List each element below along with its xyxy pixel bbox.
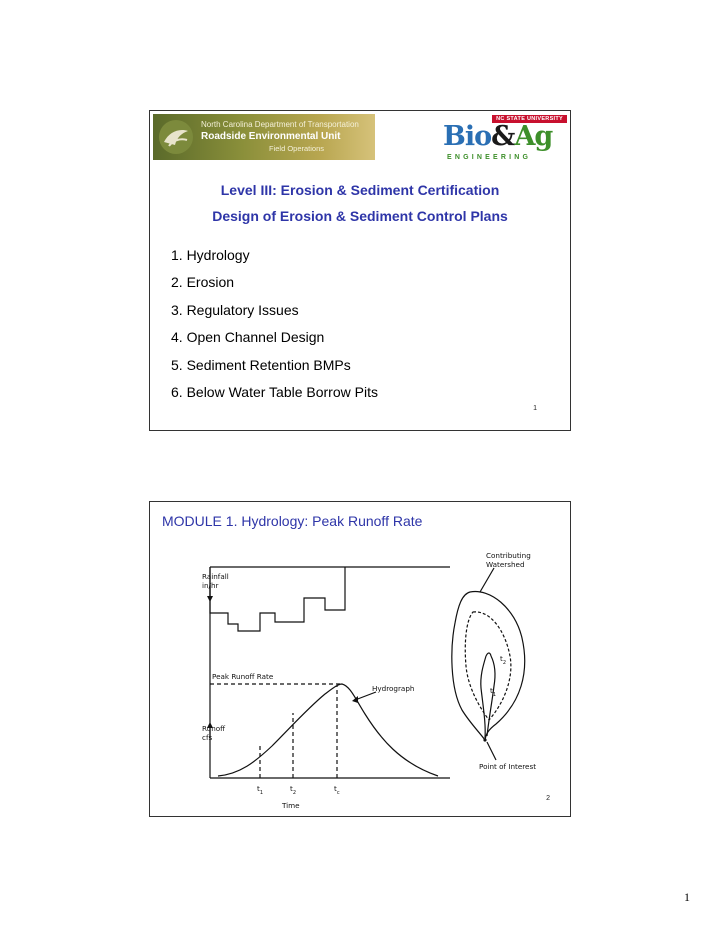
logo-engineering: ENGINEERING <box>447 154 532 161</box>
topic-item: 4. Open Channel Design <box>171 329 325 346</box>
topic-item: 1. Hydrology <box>171 247 250 263</box>
tc-label: $t_c$ <box>334 784 340 796</box>
slide1-title-line2: Design of Erosion & Sediment Control Plans <box>212 208 508 224</box>
peak-runoff-label: Peak Runoff Rate <box>212 672 274 681</box>
stream-main <box>481 656 486 738</box>
ncdot-banner <box>153 114 375 160</box>
rainfall-label-2: in/hr <box>202 581 219 590</box>
watershed-label-1: Contributing <box>486 551 531 560</box>
hydrograph-label: Hydrograph <box>372 684 415 693</box>
bioag-logo <box>443 121 553 161</box>
runoff-label-2: cfs <box>202 733 213 742</box>
logo-bio: Bio <box>443 121 492 152</box>
slide-2 <box>149 501 571 817</box>
topic-list <box>171 242 378 406</box>
t1-label: $t_1$ <box>257 784 264 796</box>
document-page-number: 1 <box>684 890 690 904</box>
logo-amp: & <box>491 121 515 152</box>
logo-ag: Ag <box>514 121 553 152</box>
stream-head <box>486 653 491 656</box>
time-label: Time <box>282 801 300 810</box>
poi-pointer <box>487 742 496 760</box>
runoff-label-1: Runoff <box>202 724 226 733</box>
slide-number: 2 <box>546 795 550 802</box>
topic-item: 5. Sediment Retention BMPs <box>171 356 351 373</box>
hydrograph-curve <box>218 684 438 776</box>
t2-label: $t_2$ <box>290 784 297 796</box>
point-of-interest-marker-icon <box>483 738 486 741</box>
rainfall-hyetograph <box>210 567 345 631</box>
slide2-title: MODULE 1. Hydrology: Peak Runoff Rate <box>162 513 423 529</box>
rainfall-arrowhead-icon <box>207 596 213 602</box>
slide1-title-line1: Level III: Erosion & Sediment Certification <box>220 182 500 198</box>
point-of-interest-label: Point of Interest <box>479 762 537 771</box>
watershed-label-2: Watershed <box>486 560 525 569</box>
watershed-t1-label: $t_1$ <box>490 686 497 698</box>
hydrograph-pointer <box>355 692 376 700</box>
topic-item: 2. Erosion <box>171 274 235 291</box>
slide-1 <box>149 110 571 431</box>
topic-item: 3. Regulatory Issues <box>171 301 299 318</box>
watershed-outline <box>452 591 525 740</box>
ncdot-emblem-icon <box>157 118 195 156</box>
topic-item: 6. Below Water Table Borrow Pits <box>171 384 378 401</box>
banner-line-1: North Carolina Department of Transportation <box>201 120 359 129</box>
watershed-t2-label: $t_2$ <box>500 654 507 666</box>
hydrograph-figure <box>200 538 560 818</box>
banner-line-2: Roadside Environmental Unit <box>201 131 341 142</box>
ncstate-badge: NC STATE UNIVERSITY <box>492 115 567 123</box>
rainfall-label-1: Rainfall <box>202 572 229 581</box>
slide-number: 1 <box>533 405 537 412</box>
watershed-pointer <box>480 568 494 592</box>
banner-line-3: Field Operations <box>269 144 325 153</box>
